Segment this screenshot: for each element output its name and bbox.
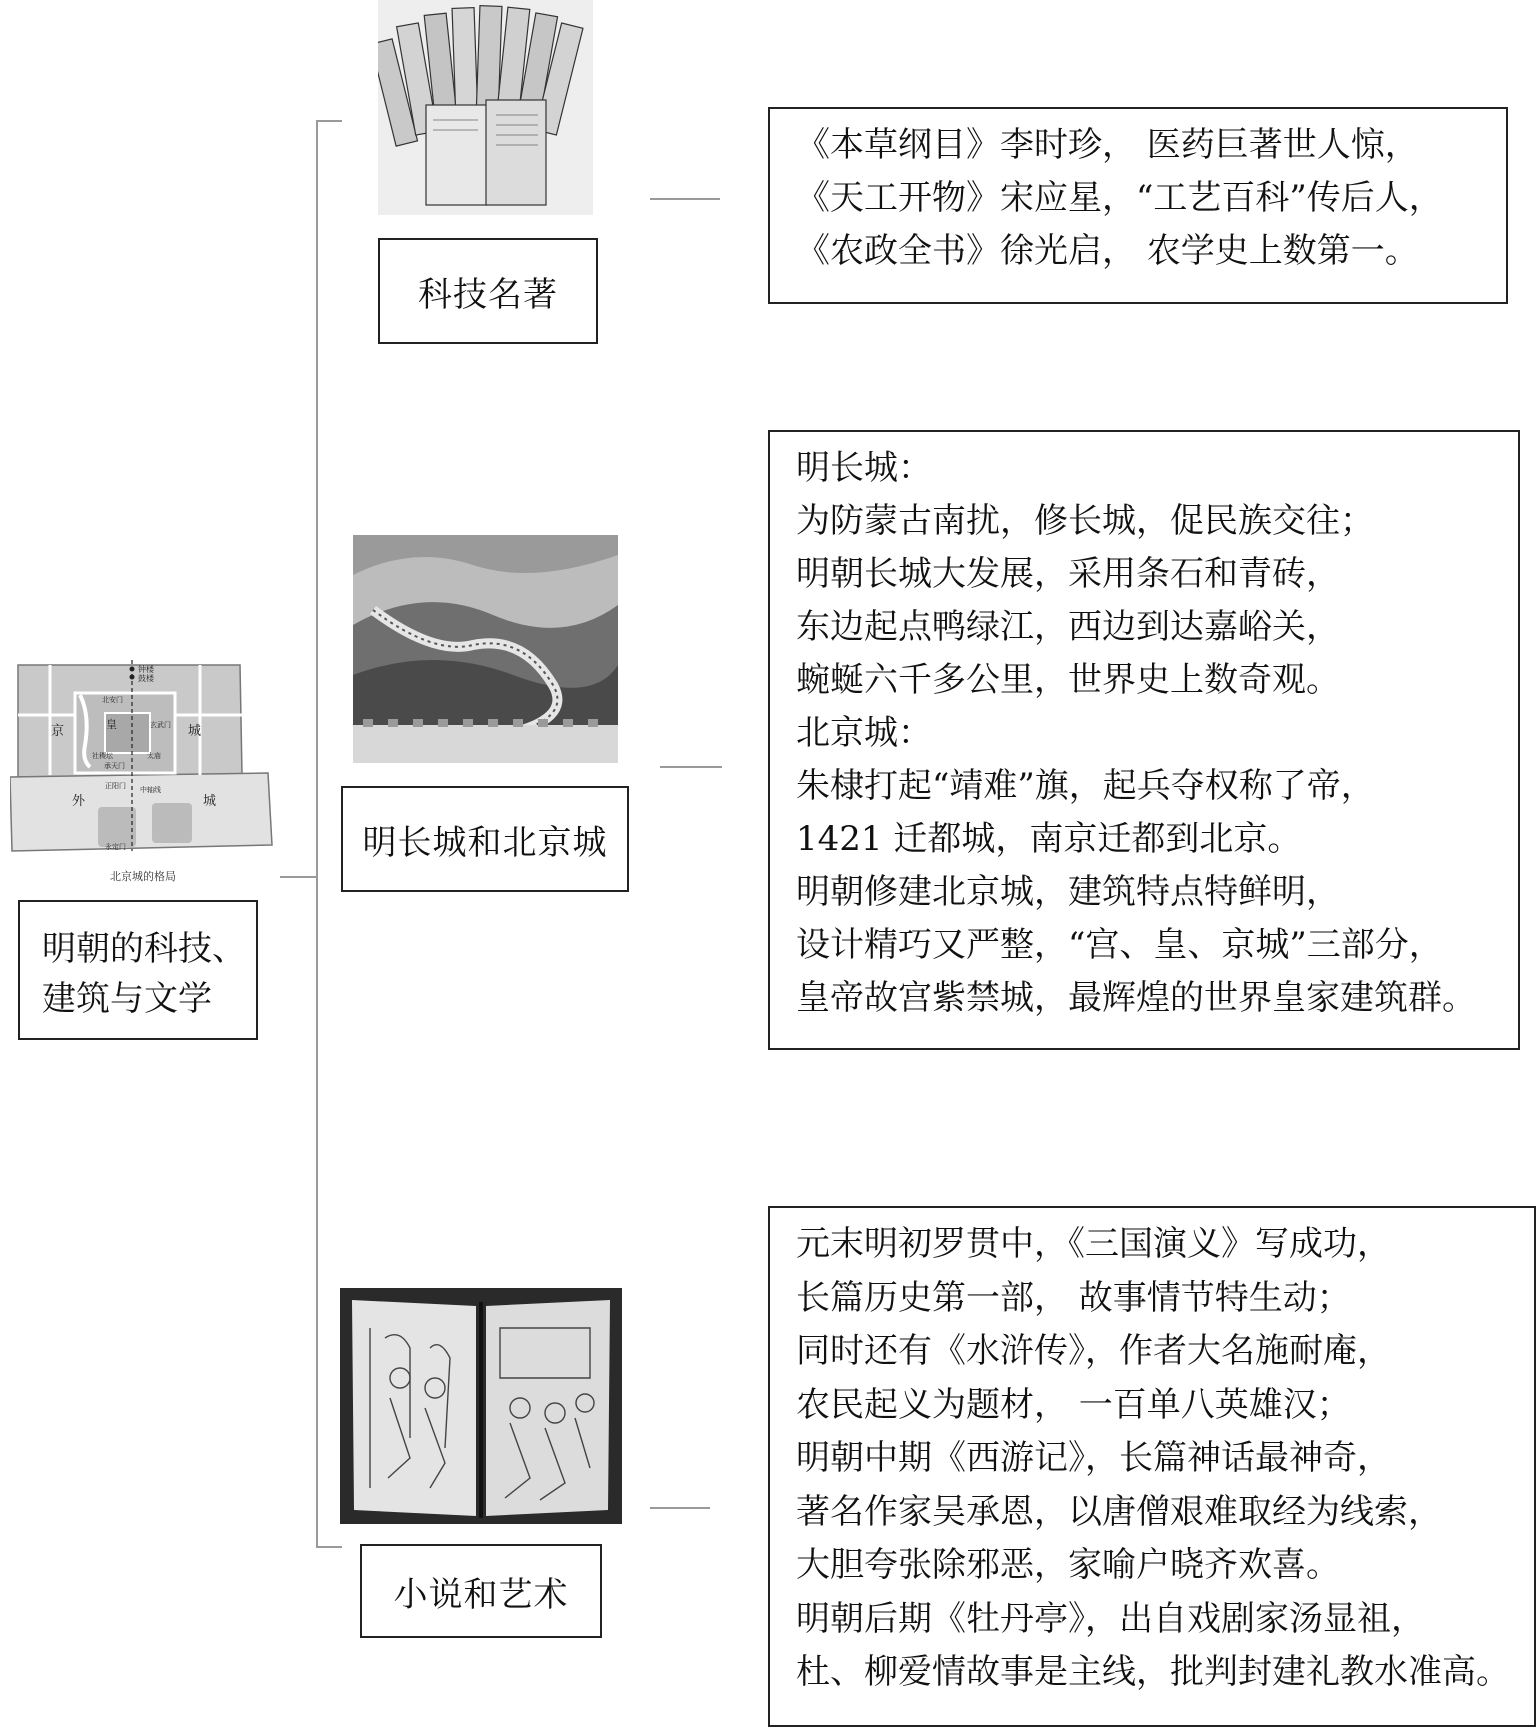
novel-art-line-9: 杜、柳爱情故事是主线，批判封建礼教水准高。	[796, 1652, 1510, 1692]
wall-city-text-box	[768, 430, 1520, 1050]
branch-label-novel-art: 小说和艺术	[360, 1544, 602, 1638]
wall-city-line-2: 为防蒙古南扰，修长城，促民族交往；	[796, 501, 1374, 541]
science-line-2: 《天工开物》宋应星，“工艺百科”传后人，	[796, 178, 1443, 218]
map-label-xuanwumen: 玄武门	[150, 721, 171, 729]
wall-city-line-6: 北京城：	[796, 713, 932, 753]
map-label-shejitan: 社稷坛	[92, 752, 113, 760]
branch2-connector	[660, 766, 722, 768]
map-label-yongdingmen: 永定门	[105, 843, 126, 851]
novel-art-line-7: 大胆夸张除邪恶，家喻户晓齐欢喜。	[796, 1545, 1340, 1585]
wall-city-line-11: 皇帝故宫紫禁城，最辉煌的世界皇家建筑群。	[796, 978, 1476, 1018]
science-line-1: 《本草纲目》李时珍， 医药巨著世人惊，	[796, 125, 1419, 165]
bracket-bottom-arm	[316, 1546, 342, 1548]
root-title-line1: 明朝的科技、	[42, 929, 246, 969]
bracket-vertical	[316, 120, 318, 1548]
novel-art-line-6: 著名作家吴承恩，以唐僧艰难取经为线索，	[796, 1491, 1442, 1532]
map-label-cheng: 城	[188, 724, 202, 739]
root-title-line2: 建筑与文学	[42, 979, 212, 1019]
map-label-chengtianmen: 承天门	[104, 762, 125, 770]
novel-art-line-2: 长篇历史第一部， 故事情节特生动；	[796, 1277, 1351, 1318]
map-label-zhongzhouxian: 中轴线	[140, 786, 161, 794]
root-node	[18, 900, 258, 1040]
novel-art-text-box	[768, 1206, 1536, 1727]
great-wall-drawing	[353, 535, 618, 763]
wall-city-line-3: 明朝长城大发展，采用条石和青砖，	[796, 554, 1340, 594]
novel-art-line-4: 农民起义为题材， 一百单八英雄汉；	[796, 1384, 1351, 1425]
bracket-top-arm	[316, 120, 342, 122]
map-label-zhengyangmen: 正阳门	[105, 782, 126, 790]
great-wall-image	[353, 535, 618, 763]
branch1-connector	[650, 198, 720, 200]
map-label-cheng2: 城	[203, 794, 217, 809]
woodblock-book-image	[340, 1288, 622, 1524]
map-label-jing: 京	[51, 724, 65, 739]
novel-art-line-3: 同时还有《水浒传》，作者大名施耐庵，	[796, 1331, 1391, 1371]
branch-label-science: 科技名著	[378, 238, 598, 344]
wall-city-line-9: 明朝修建北京城，建筑特点特鲜明，	[796, 872, 1340, 912]
map-label-zhonglou: 钟楼	[138, 665, 154, 674]
map-label-wai: 外	[72, 794, 86, 809]
bracket-root-stem	[280, 876, 316, 878]
novel-art-line-8: 明朝后期《牡丹亭》，出自戏剧家汤显祖，	[796, 1598, 1425, 1639]
science-text-box	[768, 107, 1508, 304]
science-line-3: 《农政全书》徐光启， 农学史上数第一。	[796, 231, 1419, 271]
branch3-connector	[650, 1507, 710, 1509]
wall-city-line-8: 1421 迁都城，南京迁都到北京。	[796, 819, 1302, 859]
wall-city-line-1: 明长城：	[796, 448, 932, 488]
wall-city-line-4: 东边起点鸭绿江，西边到达嘉峪关，	[796, 607, 1340, 647]
branch-label-wall-city: 明长城和北京城	[341, 786, 629, 892]
books-drawing	[378, 0, 593, 215]
map-label-huang: 皇	[106, 718, 117, 731]
books-image	[378, 0, 593, 215]
map-label-taimiao: 太庙	[147, 752, 161, 760]
beijing-map-drawing	[10, 655, 275, 855]
novel-art-line-1: 元末明初罗贯中，《三国演义》写成功，	[796, 1224, 1391, 1264]
map-caption: 北京城的格局	[110, 870, 176, 883]
woodblock-book-drawing	[340, 1288, 622, 1524]
beijing-map-image	[10, 655, 275, 855]
map-label-gulou: 鼓楼	[138, 674, 154, 683]
novel-art-line-5: 明朝中期《西游记》，长篇神话最神奇，	[796, 1438, 1391, 1478]
wall-city-line-5: 蜿蜒六千多公里，世界史上数奇观。	[796, 660, 1340, 700]
wall-city-line-10: 设计精巧又严整，“宫、皇、京城”三部分，	[796, 925, 1443, 965]
wall-city-line-7: 朱棣打起“靖难”旗，起兵夺权称了帝，	[796, 766, 1375, 806]
map-label-beianmen: 北安门	[102, 696, 123, 704]
